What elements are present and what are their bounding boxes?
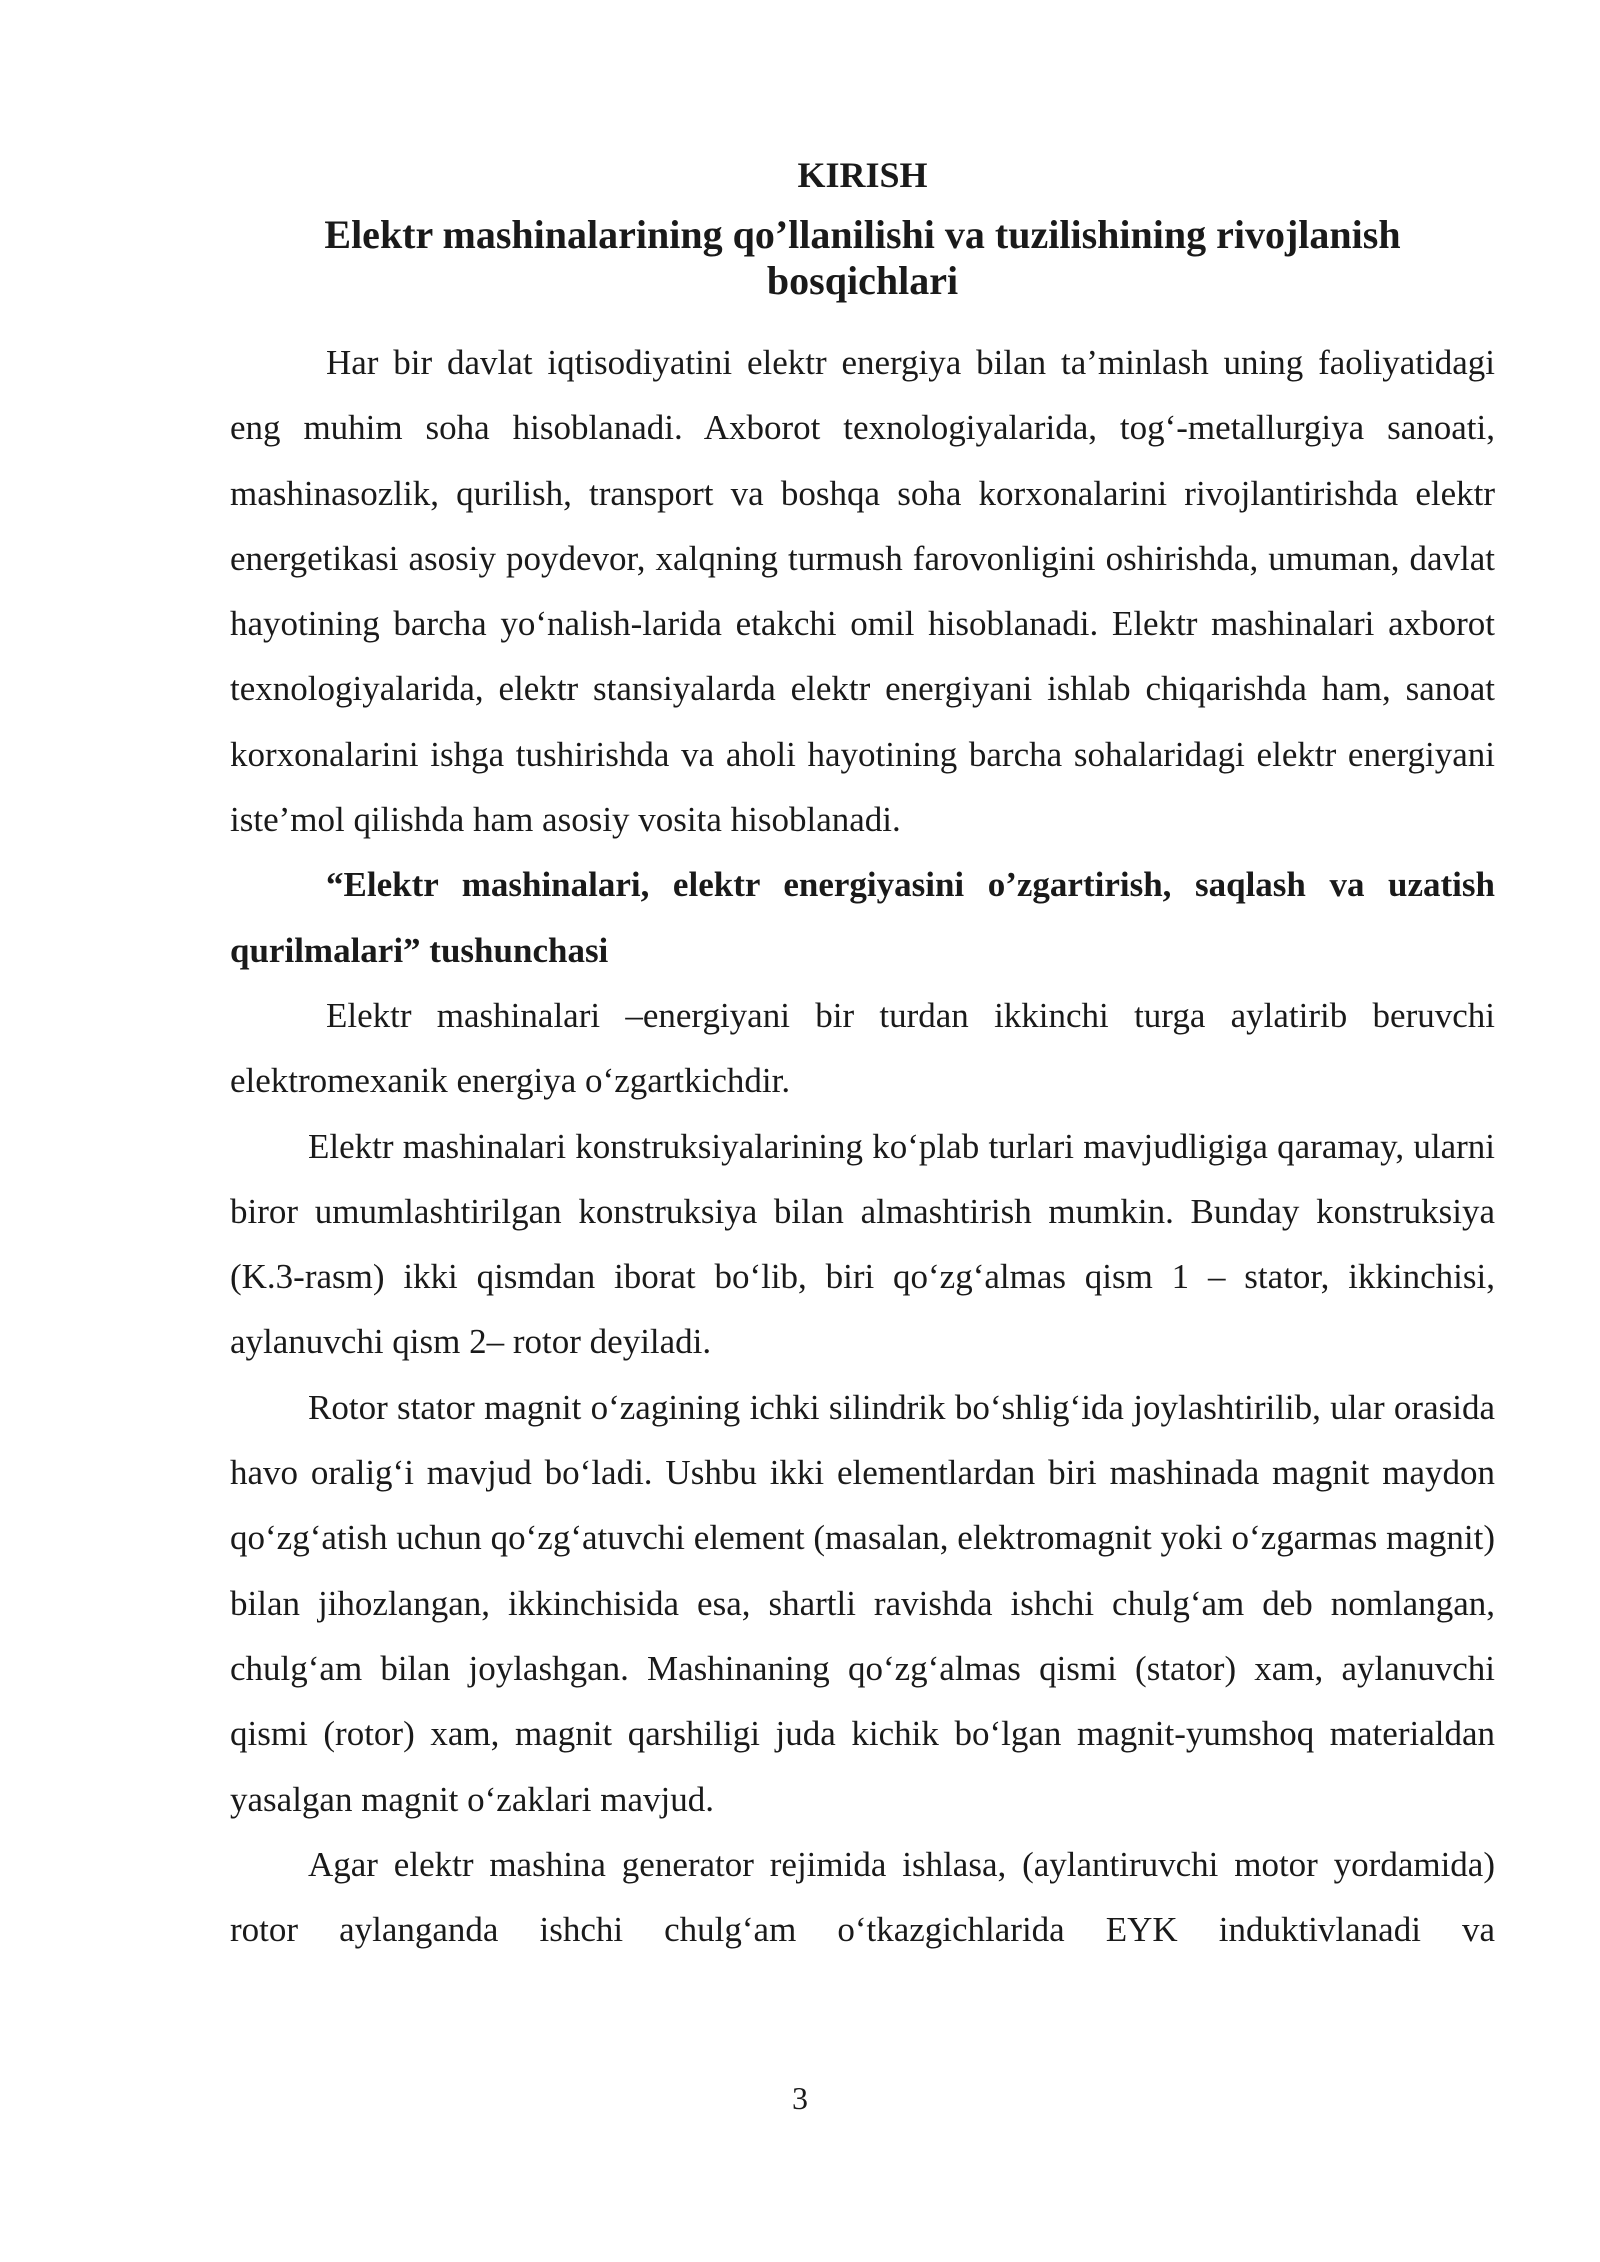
- paragraph-generator-mode: Agar elektr mashina generator rejimida ishlasa, (aylantiruvchi motor yordamida) rotor aylanganda ishchi chulg‘am o‘tkazgichlarida EYK induktivlanadi va: [230, 1844, 1495, 1950]
- document-page: [230, 150, 1495, 1962]
- paragraph-rotor-stator: Rotor stator magnit o‘zagining ichki silindrik bo‘shlig‘ida joylashtirilib, ular orasida havo oralig‘i mavjud bo‘ladi. Ushbu ikki elementlardan biri mashinada magnit maydon qo‘zg‘atish uchun qo‘zg‘atuvchi element (masalan, elektromagnit yoki o‘zgarmas magnit) bilan jihozlangan, ikkinchisida esa, shartli ravishda ishchi chulg‘am deb nomlangan, chulg‘am bilan joylashgan. Mashinaning qo‘zg‘almas qismi (stator) xam, aylanuvchi qismi (rotor) xam, magnit qarshiligi juda kichik bo‘lgan magnit-yumshoq materialdan yasalgan magnit o‘zaklari mavjud.: [230, 1387, 1495, 1819]
- paragraph-definition: Elektr mashinalari –energiyani bir turdan ikkinchi turga aylatirib beruvchi elektromexanik energiya o‘zgartkichdir.: [230, 995, 1495, 1101]
- subsection-heading: “Elektr mashinalari, elektr energiyasini o’zgartirish, saqlash va uzatish qurilmalari” tushunchasi: [230, 865, 1495, 970]
- section-heading: KIRISH: [797, 155, 928, 195]
- paragraph-construction: Elektr mashinalari konstruksiyalarining ko‘plab turlari mavjudligiga qaramay, ularni biror umumlashtirilgan konstruksiya bilan almashtirish mumkin. Bunday konstruksiya (K.3-rasm) ikki qismdan iborat bo‘lib, biri qo‘zg‘almas qism 1 – stator, ikkinchisi, aylanuvchi qism 2– rotor deyiladi.: [230, 1126, 1495, 1362]
- chapter-title: Elektr mashinalarining qo’llanilishi va tuzilishining rivojlanish bosqichlari: [324, 212, 1401, 303]
- paragraph-intro: Har bir davlat iqtisodiyatini elektr energiya bilan ta’minlash uning faoliyatidagi eng muhim soha hisoblanadi. Axborot texnologiyalarida, tog‘-metallurgiya sanoati, mashinasozlik, qurilish, transport va boshqa soha korxonalarini rivojlantirishda elektr energetikasi asosiy poydevor, xalqning turmush farovonligini oshirishda, umuman, davlat hayotining barcha yo‘nalish-larida etakchi omil hisoblanadi. Elektr mashinalari axborot texnologiyalarida, elektr stansiyalarda elektr energiyani ishlab chiqarishda ham, sanoat korxonalarini ishga tushirishda va aholi hayotining barcha sohalaridagi elektr energiyani iste’mol qilishda ham asosiy vosita hisoblanadi.: [230, 343, 1495, 840]
- page-number: 3: [792, 2080, 808, 2116]
